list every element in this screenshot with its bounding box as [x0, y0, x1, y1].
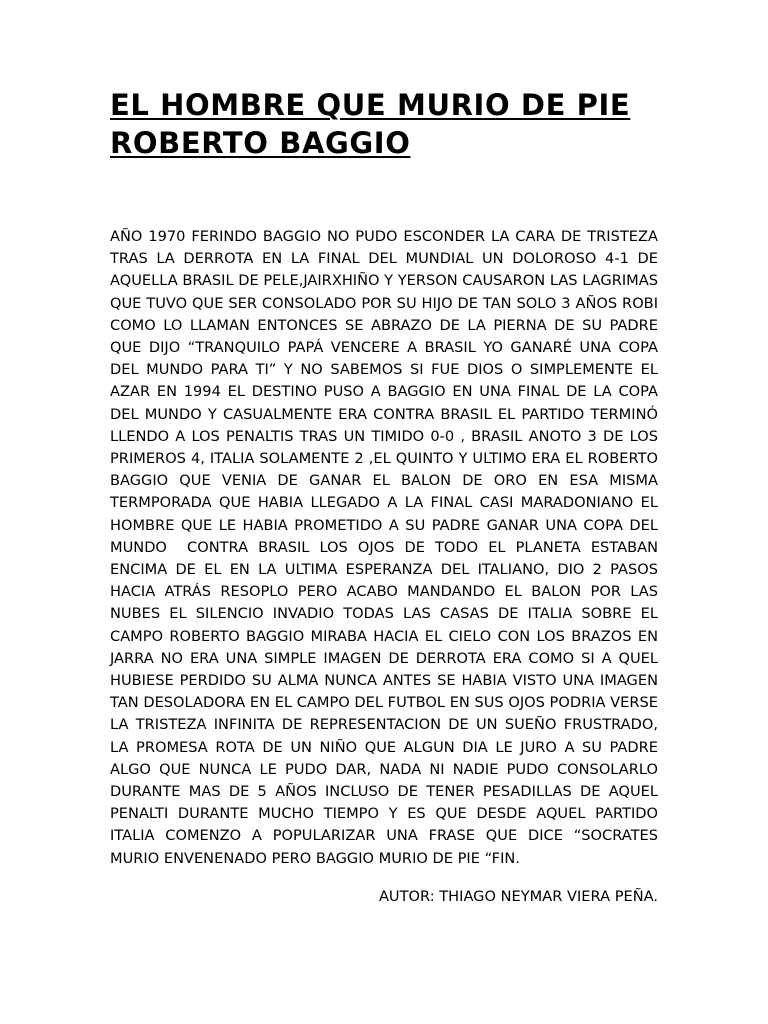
document-title: EL HOMBRE QUE MURIO DE PIE ROBERTO BAGGIO: [110, 88, 631, 160]
document-author: AUTOR: THIAGO NEYMAR VIERA PEÑA.: [378, 888, 658, 905]
document-body: AÑO 1970 FERINDO BAGGIO NO PUDO ESCONDER LA CARA DE TRISTEZA TRAS LA DERROTA EN LA FINAL DEL MUNDIAL UN DOLOROSO 4-1 DE AQUELLA BRASIL DE PELE,JAIRXHIÑO Y YERSON CAUSARON LAS LAGRIMAS QUE TUVO QUE SER CONSOLADO POR SU HIJO DE TAN SOLO 3 AÑOS ROBI COMO LO LLAMAN ENTONCES SE ABRAZO DE LA PIERNA DE SU PADRE QUE DIJO “TRANQUILO PAPÁ VENCERE A BRASIL YO GANARÉ UNA COPA DEL MUNDO PARA TI” Y NO SABEMOS SI FUE DIOS O SIMPLEMENTE EL AZAR EN 1994 EL DESTINO PUSO A BAGGIO EN UNA FINAL DE LA COPA DEL MUNDO Y CASUALMENTE ERA CONTRA BRASIL EL PARTIDO TERMINÓ LLENDO A LOS PENALTIS TRAS UN TIMIDO 0-0 , BRASIL ANOTO 3 DE LOS PRIMEROS 4, ITALIA SOLAMENTE 2 ,EL QUINTO Y ULTIMO ERA EL ROBERTO BAGGIO QUE VENIA DE GANAR EL BALON DE ORO EN ESA MISMA TERMPORADA QUE HABIA LLEGADO A LA FINAL CASI MARADONIANO EL HOMBRE QUE LE HABIA PROMETIDO A SU PADRE GANAR UNA COPA DEL MUNDO CONTRA BRASIL LOS OJOS DE TODO EL PLANETA ESTABAN ENCIMA DE EL EN LA ULTIMA ESPERANZA DEL ITALIANO, DIO 2 PASOS HACIA ATRÁS RESOPLO PERO ACABO MANDANDO EL BALON POR LAS NUBES EL SILENCIO INVADIO TODAS LAS CASAS DE ITALIA SOBRE EL CAMPO ROBERTO BAGGIO MIRABA HACIA EL CIELO CON LOS BRAZOS EN JARRA NO ERA UNA SIMPLE IMAGEN DE DERROTA ERA COMO SI A QUEL HUBIESE PERDIDO SU ALMA NUNCA ANTES SE HABIA VISTO UNA IMAGEN TAN DESOLADORA EN EL CAMPO DEL FUTBOL EN SUS OJOS PODRIA VERSE LA TRISTEZA INFINITA DE REPRESENTACION DE UN SUEÑO FRUSTRADO, LA PROMESA ROTA DE UN NIÑO QUE ALGUN DIA LE JURO A SU PADRE ALGO QUE NUNCA LE PUDO DAR, NADA NI NADIE PUDO CONSOLARLO DURANTE MAS DE 5 AÑOS INCLUSO DE TENER PESADILLAS DE AQUEL PENALTI DURANTE MUCHO TIEMPO Y ES QUE DESDE AQUEL PARTIDO ITALIA COMENZO A POPULARIZAR UNA FRASE QUE DICE “SOCRATES MURIO ENVENENADO PERO BAGGIO MURIO DE PIE “FIN.: [110, 228, 663, 867]
